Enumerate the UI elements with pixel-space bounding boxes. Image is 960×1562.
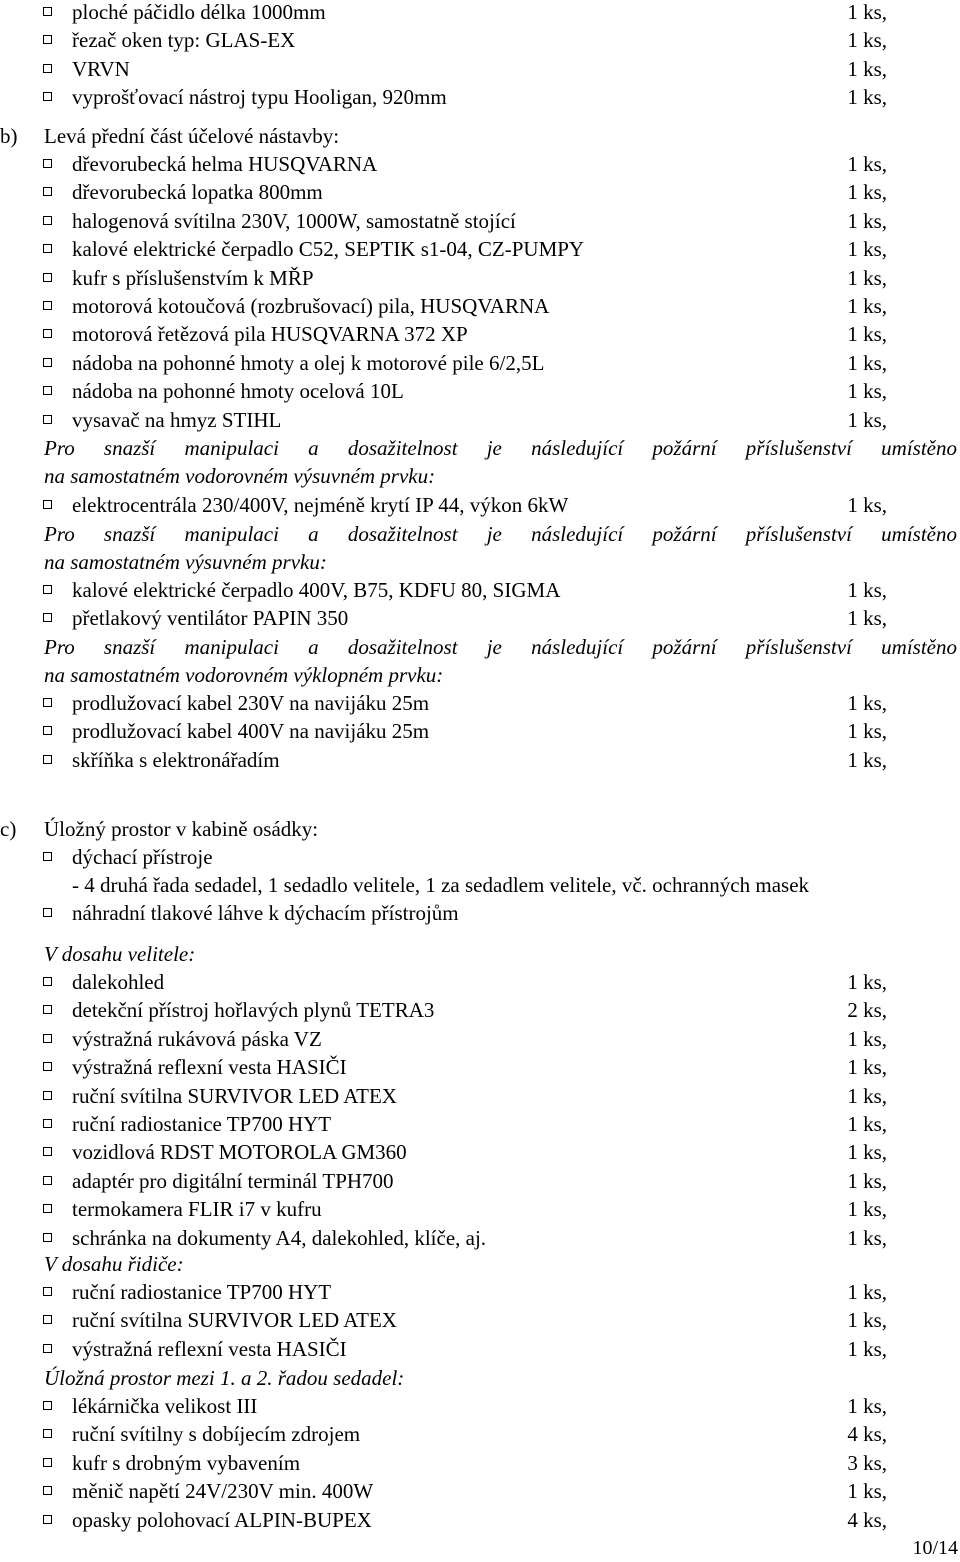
- checkbox-bullet-icon: [43, 1204, 52, 1213]
- item-text: kufr s drobným vybavením: [72, 1450, 301, 1475]
- checkbox-bullet-icon: [43, 216, 52, 225]
- note-line: Pro snazší manipulaci a dosažitelnost je následující požární příslušenství umístěno: [44, 436, 957, 460]
- item-text: měnič napětí 24V/230V min. 400W: [72, 1479, 374, 1504]
- checkbox-bullet-icon: [43, 386, 52, 395]
- list-item: [0, 0, 960, 26]
- item-text: ruční radiostanice TP700 HYT: [72, 1280, 332, 1304]
- placement-note: [44, 520, 957, 576]
- checkbox-bullet-icon: [43, 726, 52, 735]
- checkbox-bullet-icon: [43, 1515, 52, 1524]
- checkbox-bullet-icon: [43, 1119, 52, 1128]
- item-quantity: 1 ks,: [847, 1479, 887, 1504]
- item-quantity: 1 ks,: [847, 606, 887, 631]
- list-item: [0, 349, 960, 377]
- item-text: řezač oken typ: GLAS-EX: [72, 28, 296, 53]
- checkbox-bullet-icon: [43, 64, 52, 73]
- item-quantity: 1 ks,: [847, 1140, 887, 1165]
- list-item: [0, 576, 960, 604]
- item-text: přetlakový ventilátor PAPIN 350: [72, 606, 349, 631]
- item-text: nádoba na pohonné hmoty ocelová 10L: [72, 379, 404, 404]
- list-item: [0, 1167, 960, 1195]
- item-quantity: 1 ks,: [847, 265, 887, 290]
- item-text: detekční přístroj hořlavých plynů TETRA3: [72, 998, 435, 1023]
- checkbox-bullet-icon: [43, 1147, 52, 1156]
- list-item: [0, 178, 960, 206]
- item-detail: [0, 871, 960, 899]
- list-item: [0, 1025, 960, 1053]
- item-detail-text: - 4 druhá řada sedadel, 1 sedadlo velitele, 1 za sedadlem velitele, vč. ochranných masek: [72, 873, 810, 897]
- page-number: 10/14: [912, 1537, 958, 1559]
- list-item: [0, 1420, 960, 1448]
- item-text: ruční svítilna SURVIVOR LED ATEX: [72, 1083, 397, 1108]
- item-quantity: 1 ks,: [847, 1308, 887, 1333]
- checkbox-bullet-icon: [43, 7, 52, 16]
- checkbox-bullet-icon: [43, 1344, 52, 1353]
- note-line: Pro snazší manipulaci a dosažitelnost je následující požární příslušenství umístěno: [44, 635, 957, 659]
- checkbox-bullet-icon: [43, 329, 52, 338]
- item-text: schránka na dokumenty A4, dalekohled, klíče, aj.: [72, 1225, 487, 1250]
- list-item: [0, 292, 960, 320]
- checkbox-bullet-icon: [43, 908, 52, 917]
- item-quantity: 1 ks,: [847, 180, 887, 205]
- placement-note: [44, 633, 957, 689]
- list-item: [0, 377, 960, 405]
- item-quantity: 1 ks,: [847, 1225, 887, 1250]
- item-text: ruční radiostanice TP700 HYT: [72, 1112, 332, 1136]
- checkbox-bullet-icon: [43, 1062, 52, 1071]
- section-marker: b): [0, 124, 18, 148]
- item-text: prodlužovací kabel 400V na navijáku 25m: [72, 719, 430, 744]
- checkbox-bullet-icon: [43, 273, 52, 282]
- list-item: [0, 150, 960, 178]
- note-line: na samostatném výsuvném prvku:: [44, 550, 327, 574]
- list-item: [0, 406, 960, 434]
- note-line: na samostatném vodorovném výsuvném prvku:: [44, 464, 436, 488]
- list-item: [0, 1053, 960, 1081]
- item-quantity: 1 ks,: [847, 578, 887, 602]
- checkbox-bullet-icon: [43, 1091, 52, 1100]
- item-text: kufr s příslušenstvím k MŘP: [72, 265, 314, 290]
- item-text: výstražná rukávová páska VZ: [72, 1026, 322, 1051]
- list-item: [0, 1082, 960, 1110]
- item-quantity: 1 ks,: [847, 56, 887, 81]
- item-quantity: 1 ks,: [847, 1055, 887, 1080]
- list-item: [0, 1278, 960, 1306]
- checkbox-bullet-icon: [43, 1486, 52, 1495]
- item-quantity: 1 ks,: [847, 1112, 887, 1136]
- item-text: skříňka s elektronářadím: [72, 747, 280, 772]
- item-text: ploché páčidlo délka 1000mm: [72, 0, 326, 24]
- checkbox-bullet-icon: [43, 159, 52, 168]
- item-quantity: 1 ks,: [847, 1168, 887, 1193]
- list-item: [0, 83, 960, 111]
- subsection-heading: Úložná prostor mezi 1. a 2. řadou sedadel:: [44, 1366, 405, 1390]
- list-item: [0, 1138, 960, 1166]
- list-item: [0, 235, 960, 263]
- item-quantity: 1 ks,: [847, 1197, 887, 1222]
- note-line: Pro snazší manipulaci a dosažitelnost je následující požární příslušenství umístěno: [44, 522, 957, 546]
- item-quantity: 4 ks,: [847, 1507, 887, 1532]
- checkbox-bullet-icon: [43, 755, 52, 764]
- list-item: [0, 264, 960, 292]
- list-item: [0, 1195, 960, 1223]
- list-item: [0, 1392, 960, 1420]
- note-line: na samostatném vodorovném výklopném prvku:: [44, 663, 444, 687]
- item-quantity: 1 ks,: [847, 1026, 887, 1051]
- item-text: výstražná reflexní vesta HASIČI: [72, 1336, 347, 1361]
- list-item: [0, 746, 960, 774]
- checkbox-bullet-icon: [43, 358, 52, 367]
- item-quantity: 1 ks,: [847, 0, 887, 24]
- checkbox-bullet-icon: [43, 500, 52, 509]
- checkbox-bullet-icon: [43, 1429, 52, 1438]
- item-quantity: 1 ks,: [847, 493, 887, 517]
- checkbox-bullet-icon: [43, 1034, 52, 1043]
- item-text: termokamera FLIR i7 v kufru: [72, 1197, 322, 1222]
- checkbox-bullet-icon: [43, 977, 52, 986]
- item-quantity: 1 ks,: [847, 322, 887, 347]
- list-item: [0, 1449, 960, 1477]
- checkbox-bullet-icon: [43, 301, 52, 310]
- item-quantity: 3 ks,: [847, 1450, 887, 1475]
- item-text: adaptér pro digitální terminál TPH700: [72, 1168, 394, 1193]
- checkbox-bullet-icon: [43, 244, 52, 253]
- subsection-heading: V dosahu řidiče:: [44, 1252, 184, 1276]
- item-quantity: 1 ks,: [847, 1083, 887, 1108]
- section-b-header: [0, 122, 960, 150]
- checkbox-bullet-icon: [43, 1005, 52, 1014]
- checkbox-bullet-icon: [43, 1458, 52, 1467]
- checkbox-bullet-icon: [43, 92, 52, 101]
- checkbox-bullet-icon: [43, 1176, 52, 1185]
- item-quantity: 1 ks,: [847, 1336, 887, 1361]
- list-item: [0, 1224, 960, 1252]
- checkbox-bullet-icon: [43, 613, 52, 622]
- item-quantity: 1 ks,: [847, 1280, 887, 1304]
- item-quantity: 4 ks,: [847, 1422, 887, 1447]
- subsection-heading: V dosahu velitele:: [44, 942, 196, 966]
- list-item: [0, 1477, 960, 1505]
- list-item: [0, 843, 960, 871]
- item-text: motorová kotoučová (rozbrušovací) pila, HUSQVARNA: [72, 294, 550, 318]
- item-text: dýchací přístroje: [72, 845, 213, 869]
- list-item: [0, 26, 960, 54]
- section-title: Úložný prostor v kabině osádky:: [44, 817, 319, 841]
- item-text: prodlužovací kabel 230V na navijáku 25m: [72, 691, 430, 715]
- item-quantity: 1 ks,: [847, 294, 887, 318]
- item-text: vysavač na hmyz STIHL: [72, 407, 282, 432]
- item-text: VRVN: [72, 56, 130, 81]
- checkbox-bullet-icon: [43, 585, 52, 594]
- item-text: ruční svítilny s dobíjecím zdrojem: [72, 1422, 361, 1447]
- list-item: [0, 604, 960, 632]
- list-item: [0, 1335, 960, 1363]
- item-quantity: 1 ks,: [847, 85, 887, 110]
- item-text: dřevorubecká lopatka 800mm: [72, 180, 323, 205]
- checkbox-bullet-icon: [43, 187, 52, 196]
- item-text: ruční svítilna SURVIVOR LED ATEX: [72, 1308, 397, 1333]
- checkbox-bullet-icon: [43, 1315, 52, 1324]
- item-quantity: 1 ks,: [847, 747, 887, 772]
- item-text: kalové elektrické čerpadlo C52, SEPTIK s1-04, CZ-PUMPY: [72, 237, 585, 262]
- item-text: halogenová svítilna 230V, 1000W, samostatně stojící: [72, 208, 516, 233]
- item-quantity: 1 ks,: [847, 719, 887, 744]
- item-text: kalové elektrické čerpadlo 400V, B75, KDFU 80, SIGMA: [72, 578, 561, 602]
- item-quantity: 1 ks,: [847, 1394, 887, 1418]
- list-item: [0, 968, 960, 996]
- item-text: nádoba na pohonné hmoty a olej k motorové pile 6/2,5L: [72, 350, 545, 375]
- checkbox-bullet-icon: [43, 852, 52, 861]
- section-marker: c): [0, 817, 17, 841]
- item-quantity: 1 ks,: [847, 350, 887, 375]
- checkbox-bullet-icon: [43, 698, 52, 707]
- item-quantity: 1 ks,: [847, 407, 887, 432]
- list-item: [0, 1110, 960, 1138]
- checkbox-bullet-icon: [43, 415, 52, 424]
- list-item: [0, 491, 960, 519]
- item-quantity: 1 ks,: [847, 379, 887, 404]
- item-text: lékárnička velikost III: [72, 1394, 258, 1418]
- item-text: vyprošťovací nástroj typu Hooligan, 920mm: [72, 85, 447, 110]
- list-item: [0, 207, 960, 235]
- item-quantity: 1 ks,: [847, 970, 887, 994]
- checkbox-bullet-icon: [43, 1401, 52, 1410]
- list-item: [0, 55, 960, 83]
- item-text: výstražná reflexní vesta HASIČI: [72, 1055, 347, 1080]
- checkbox-bullet-icon: [43, 35, 52, 44]
- section-c-header: [0, 815, 960, 843]
- list-item: [0, 689, 960, 717]
- item-quantity: 1 ks,: [847, 152, 887, 176]
- item-text: opasky polohovací ALPIN-BUPEX: [72, 1507, 372, 1532]
- item-quantity: 2 ks,: [847, 998, 887, 1023]
- item-quantity: 1 ks,: [847, 691, 887, 715]
- item-text: vozidlová RDST MOTOROLA GM360: [72, 1140, 407, 1165]
- list-item: [0, 320, 960, 348]
- item-text: elektrocentrála 230/400V, nejméně krytí IP 44, výkon 6kW: [72, 493, 569, 517]
- item-text: náhradní tlakové láhve k dýchacím přístrojům: [72, 901, 459, 925]
- list-item: [0, 899, 960, 927]
- item-text: dřevorubecká helma HUSQVARNA: [72, 152, 378, 176]
- item-text: dalekohled: [72, 970, 165, 994]
- item-quantity: 1 ks,: [847, 208, 887, 233]
- checkbox-bullet-icon: [43, 1233, 52, 1242]
- checkbox-bullet-icon: [43, 1287, 52, 1296]
- list-item: [0, 1506, 960, 1534]
- list-item: [0, 1306, 960, 1334]
- item-text: motorová řetězová pila HUSQVARNA 372 XP: [72, 322, 468, 347]
- list-item: [0, 996, 960, 1024]
- item-quantity: 1 ks,: [847, 28, 887, 53]
- item-quantity: 1 ks,: [847, 237, 887, 262]
- list-item: [0, 717, 960, 745]
- section-title: Levá přední část účelové nástavby:: [44, 124, 340, 148]
- placement-note: [44, 434, 957, 490]
